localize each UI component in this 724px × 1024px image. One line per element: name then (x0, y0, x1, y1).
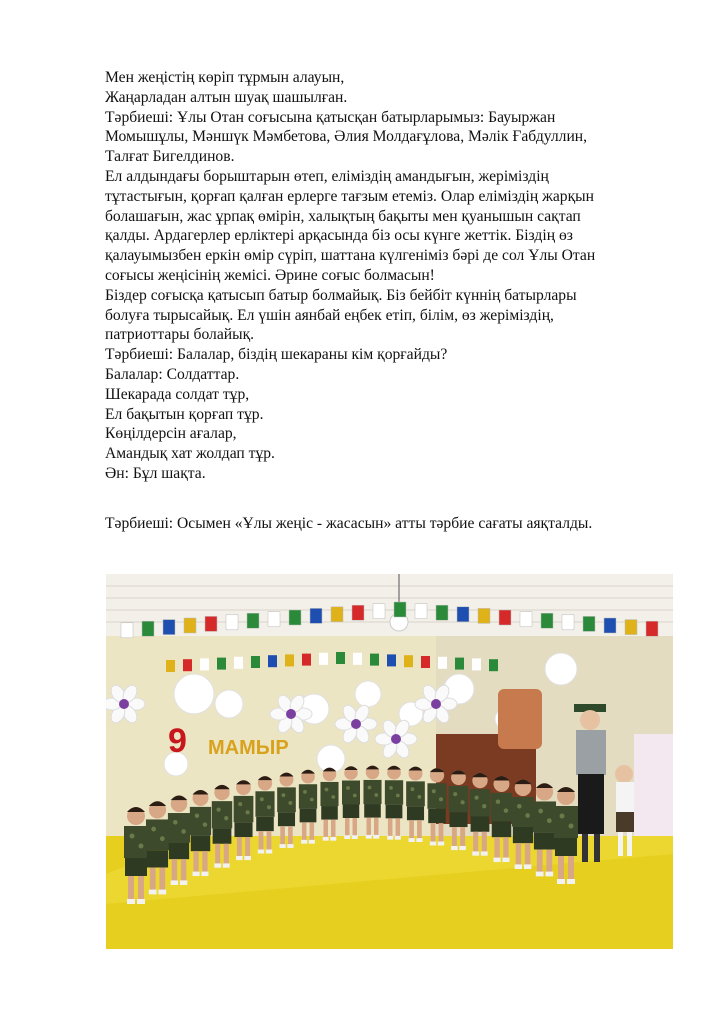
flag (121, 623, 133, 638)
flag (520, 612, 532, 627)
balloon (215, 690, 243, 718)
flag (489, 659, 498, 671)
flag (472, 658, 481, 670)
flag (234, 657, 243, 669)
text-line: Біздер соғысқа қатысып батыр болмайық. Біз бейбіт күннің батырлары (105, 286, 577, 304)
text-line: болашағын, жас ұрпақ өмірін, халықтың бақыты мен қуанышын сақтап (105, 207, 581, 225)
flag (302, 654, 311, 666)
flag (478, 608, 490, 623)
text-line: Амандық хат жолдап тұр. (105, 445, 275, 463)
paper-flower (119, 699, 129, 709)
text-line: патриоттары болайық. (105, 326, 255, 344)
flag (268, 655, 277, 667)
flag (289, 610, 301, 625)
flag (336, 652, 345, 664)
flag (310, 608, 322, 623)
text-line: соғысы жеңісінің жемісі. Әрине соғыс болмасын! (105, 266, 435, 284)
flag (200, 658, 209, 670)
text-line: Мен жеңістің көріп тұрмын алауын, (105, 69, 345, 86)
classroom-photo (106, 574, 673, 949)
flag (438, 657, 447, 669)
banner-word: МАМЫР (208, 737, 289, 759)
flag (184, 618, 196, 633)
flag (352, 605, 364, 620)
flag (457, 607, 469, 622)
flag (404, 655, 413, 667)
text-line: Ел алдындағы борыштарын өтеп, еліміздің амандығын, жеріміздің (105, 167, 549, 185)
flag (646, 621, 658, 636)
text-line: Жаңарладан алтын шуақ шашылған. (105, 88, 348, 106)
classroom-scene (106, 574, 673, 949)
flag (217, 658, 226, 670)
flag (583, 616, 595, 631)
flag (142, 621, 154, 636)
flag (562, 615, 574, 630)
text-line: қалауымызбен еркін өмір сүріп, шаттана күлгеніміз бәрі де сол Ұлы Отан (105, 247, 596, 265)
text-line: Тәрбиеші: Ұлы Отан соғысына қатысқан батырларымыз: Бауыржан (105, 108, 556, 126)
flag (163, 620, 175, 635)
flag (373, 604, 385, 619)
balloon (174, 674, 214, 714)
flag (331, 607, 343, 622)
balloon (545, 653, 577, 685)
flag (247, 613, 259, 628)
paper-flower (431, 699, 441, 709)
play-house (634, 734, 673, 844)
text-line: қалды. Ардагерлер ерліктері арқасында біз осы күнге жеттік. Біздің өз (105, 227, 573, 245)
wall-board (498, 689, 542, 749)
flag (353, 653, 362, 665)
flag (319, 653, 328, 665)
closing-line: Тәрбиеші: Осымен «Ұлы жеңіс - жасасын» атты тәрбие сағаты аяқталды. (105, 515, 593, 532)
text-line: Көңілдерсін ағалар, (105, 425, 237, 443)
flag (421, 656, 430, 668)
flag (499, 610, 511, 625)
document-body (105, 68, 665, 484)
text-line: Талғат Бигелдинов. (105, 148, 235, 166)
text-line: Тәрбиеші: Балалар, біздің шекараны кім қорғайды? (105, 346, 448, 364)
balloon (355, 681, 381, 707)
flag (604, 618, 616, 633)
text-line: болуға тырысайық. Ел үшін аянбай еңбек етіп, білім, өз жеріміздің, (105, 306, 554, 324)
flag (268, 612, 280, 627)
flag (387, 654, 396, 666)
flag (436, 605, 448, 620)
flag (205, 616, 217, 631)
text-line: Балалар: Солдаттар. (105, 365, 240, 383)
text-line: Шекарада солдат тұр, (105, 385, 250, 403)
flag (415, 604, 427, 619)
paper-flower (391, 734, 401, 744)
text-line: тұтастығын, қорғап қалған ерлерге тағзым етеміз. Олар еліміздің жарқын (105, 187, 595, 205)
text-line: Ел бақытын қорғап тұр. (105, 405, 264, 423)
flag (370, 654, 379, 666)
text-line: Момышұлы, Мәншүк Мәмбетова, Әлия Молдағұлова, Мәлік Ғабдуллин, (105, 128, 588, 146)
flag (394, 602, 406, 617)
flag (226, 615, 238, 630)
flag (285, 654, 294, 666)
paper-flower (351, 719, 361, 729)
flag (625, 620, 637, 635)
flag (166, 660, 175, 672)
paper-flower (286, 709, 296, 719)
flag (541, 613, 553, 628)
flag (455, 658, 464, 670)
flag (183, 659, 192, 671)
flag (251, 656, 260, 668)
text-line: Ән: Бұл шақта. (105, 464, 206, 482)
banner-nine: 9 (168, 722, 187, 760)
